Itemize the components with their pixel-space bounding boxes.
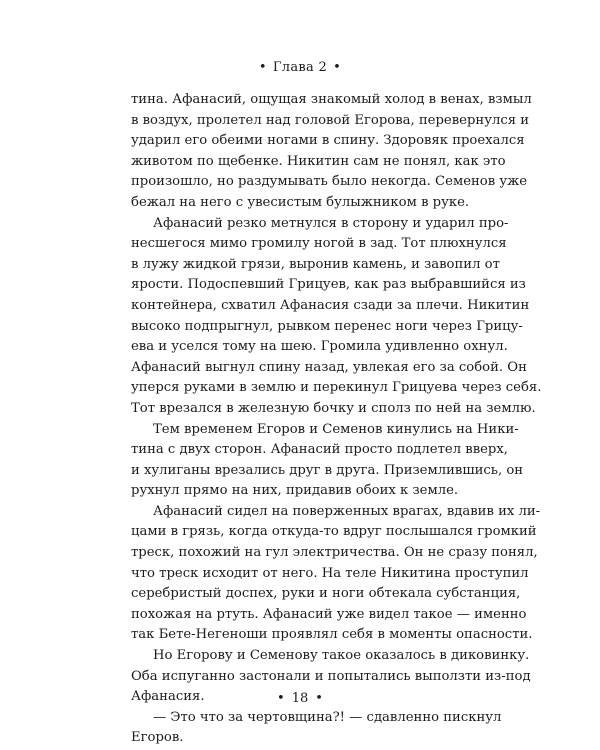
text-line: Афанасий выгнул спину назад, увлекая его за собой. Он (131, 359, 527, 375)
text-line: Афанасий сидел на поверженных врагах, вдавив их ли- (153, 503, 541, 519)
text-line: ева и уселся тому на шею. Громила удивленно охнул. (131, 339, 508, 355)
text-line: контейнера, схватил Афанасия сзади за плечи. Никитин (131, 297, 530, 313)
text-line: в лужу жидкой грязи, выронив камень, и завопил от (131, 256, 500, 272)
text-line: Афанасия. (131, 689, 205, 705)
text-line: Тем временем Егоров и Семенов кинулись на Ники- (153, 421, 519, 437)
page-footer (0, 691, 600, 706)
text-line: высоко подпрыгнул, рывком перенес ноги через Грицу- (131, 318, 523, 334)
body-text (131, 90, 542, 749)
page-number: 18 (291, 691, 309, 706)
text-line: тина с двух сторон. Афанасий просто подлетел вверх, (131, 442, 509, 458)
text-line: произошло, но раздумывать было некогда. Семенов уже (131, 174, 528, 190)
text-line: несшегося мимо громилу ногой в зад. Тот плюхнулся (131, 236, 507, 252)
chapter-title: Глава 2 (272, 60, 328, 75)
text-line: Оба испуганно застонали и попытались выползти из-под (131, 668, 531, 684)
text-line: Афанасий резко метнулся в сторону и ударил про- (153, 215, 509, 231)
text-line: тина. Афанасий, ощущая знакомый холод в венах, взмыл (131, 92, 532, 107)
running-head (0, 60, 600, 75)
text-line: так Бете-Негеноши проявлял себя в моменты опасности. (131, 627, 533, 643)
text-line: ярости. Подоспевший Грицуев, как раз выбравшийся из (131, 277, 526, 293)
bullet-left: • (258, 60, 267, 75)
text-line: цами в грязь, когда откуда-то вдруг послышался громкий (131, 524, 537, 540)
text-line: Тот врезался в железную бочку и сполз по ней на землю. (131, 400, 536, 416)
text-line: и хулиганы врезались друг в друга. Приземлившись, он (131, 462, 524, 478)
text-line: в воздух, пролетел над головой Егорова, перевернулся и (131, 112, 530, 128)
text-line: серебристый доспех, руки и ноги обтекала субстанция, (131, 586, 521, 602)
text-line: животом по щебенке. Никитин сам не понял, как это (131, 153, 506, 169)
text-line: рухнул прямо на них, придавив обоих к земле. (131, 483, 459, 499)
text-line: ударил его обеими ногами в спину. Здоровяк проехался (131, 133, 525, 149)
text-line: бежал на него с увесистым булыжником в руке. (131, 194, 470, 210)
folio-bullet-left: • (277, 691, 285, 706)
folio-bullet-right: • (315, 691, 323, 706)
bullet-right: • (333, 60, 342, 75)
text-line: что треск исходит от него. На теле Никитина проступил (131, 565, 529, 581)
text-line: Егоров. (131, 730, 184, 746)
text-line: — Это что за чертовщина?! — сдавленно пискнул (153, 709, 502, 725)
text-line: треск, похожий на гул электричества. Он не сразу понял, (131, 545, 538, 561)
text-line: похожая на ртуть. Афанасий уже видел такое — именно (131, 606, 527, 622)
text-line: уперся руками в землю и перекинул Грицуева через себя. (131, 380, 542, 396)
text-line: Но Егорову и Семенову такое оказалось в диковинку. (153, 648, 530, 664)
